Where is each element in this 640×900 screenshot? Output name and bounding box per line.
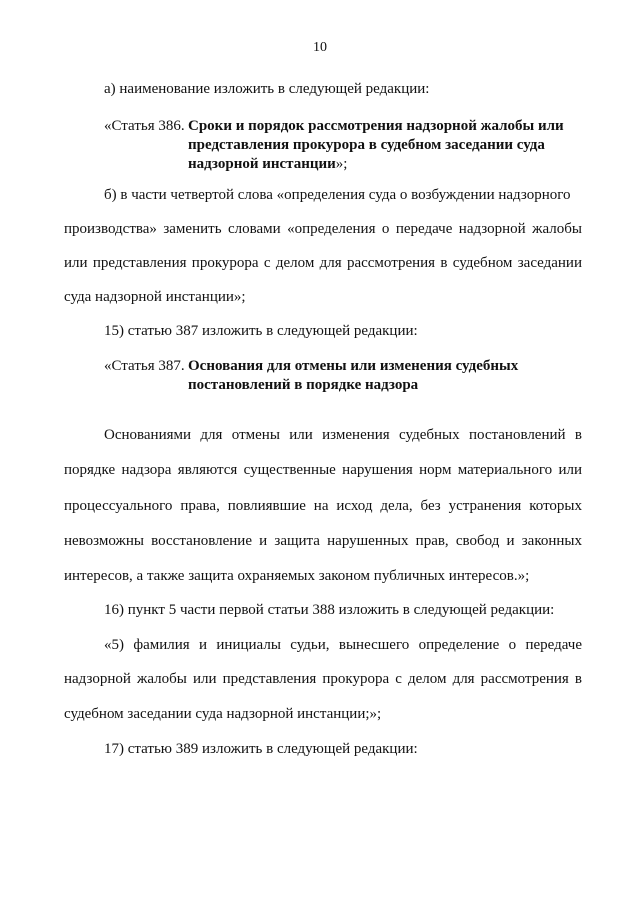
item-16: 16) пункт 5 части первой статьи 388 изложить в следующей редакции: (104, 602, 555, 618)
item-b-line-4: суда надзорной инстанции»; (64, 289, 246, 305)
article-386-title-line-1: Сроки и порядок рассмотрения надзорной жалобы или (188, 118, 564, 134)
article-387-title-line-2: постановлений в порядке надзора (188, 377, 419, 393)
article-386-title-line-3 (188, 155, 347, 174)
article-387-heading (104, 357, 584, 397)
article-387-body-line-5: интересов, а также защита охраняемых законом публичных интересов.»; (64, 568, 530, 584)
article-387-body-line-4: невозможны восстановление и защита нарушенных прав, свобод и законных (64, 533, 582, 549)
item-b-line-1: б) в части четвертой слова «определения суда о возбуждении надзорного (104, 187, 571, 203)
item-17: 17) статью 389 изложить в следующей редакции: (104, 741, 418, 757)
article-387-lead: «Статья 387. (104, 358, 185, 374)
article-386-lead: «Статья 386. (104, 118, 185, 134)
item-b-line-3: или представления прокурора с делом для рассмотрения в судебном заседании (64, 255, 582, 271)
article-386-title-line-2: представления прокурора в судебном заседании суда (188, 137, 545, 153)
page-number: 10 (313, 40, 327, 55)
article-386-heading (104, 117, 584, 177)
item-a: а) наименование изложить в следующей редакции: (104, 81, 430, 97)
item-b-line-2: производства» заменить словами «определения о передаче надзорной жалобы (64, 221, 582, 237)
item-16-text-line-1: «5) фамилия и инициалы судьи, вынесшего определение о передаче (104, 637, 582, 653)
article-387-title-line-1: Основания для отмены или изменения судебных (188, 358, 519, 374)
item-16-text-line-2: надзорной жалобы или представления прокурора с делом для рассмотрения в (64, 671, 582, 687)
article-387-body-line-1: Основаниями для отмены или изменения судебных постановлений в (104, 427, 582, 443)
item-15: 15) статью 387 изложить в следующей редакции: (104, 323, 418, 339)
article-386-title-line-3-bold: надзорной инстанции (188, 156, 336, 172)
article-386-tail: »; (335, 156, 348, 172)
item-16-text-line-3: судебном заседании суда надзорной инстанции;»; (64, 706, 382, 722)
article-387-body-line-3: процессуального права, повлиявшие на исход дела, без устранения которых (64, 498, 582, 514)
article-387-body-line-2: порядке надзора являются существенные нарушения норм материального или (64, 462, 582, 478)
